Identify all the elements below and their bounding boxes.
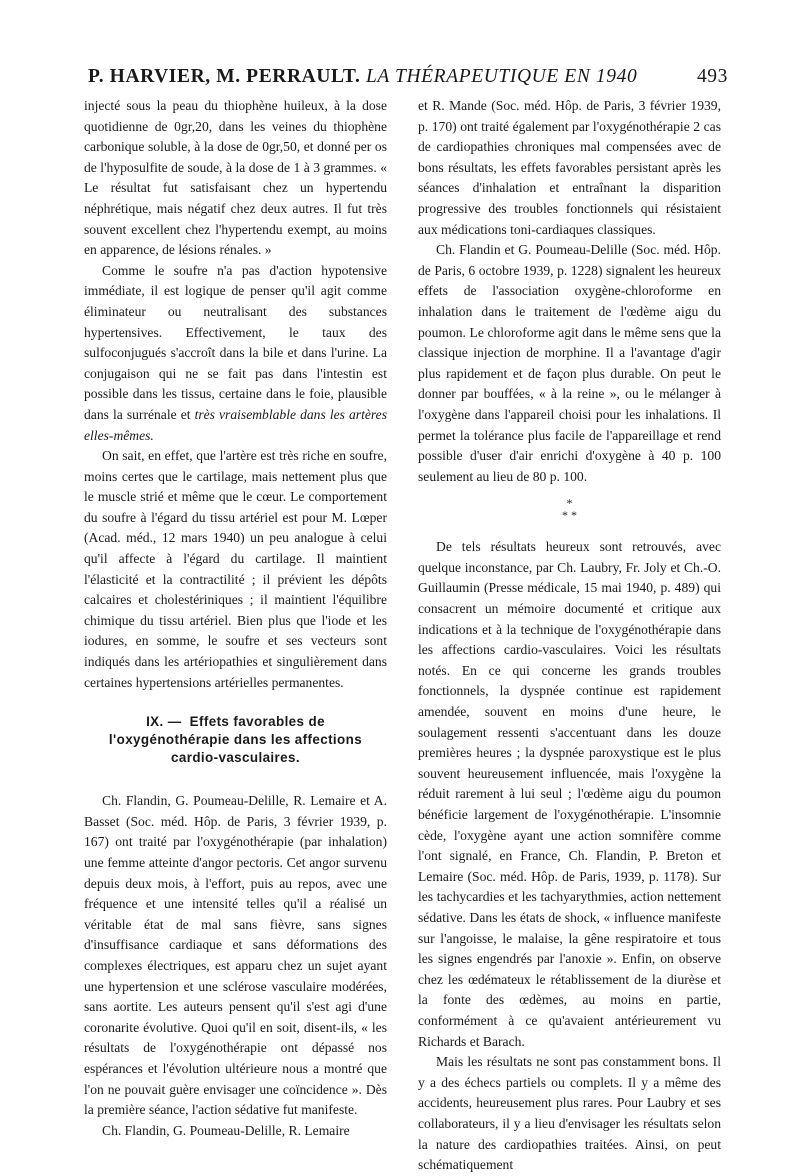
paragraph: Mais les résultats ne sont pas constamment bons. Il y a des échecs partiels ou complets. Il y a même des accidents, heureusement plus rares. Pour Laubry et ses collaborateurs, il y a lieu d'envisager les résultats selon la nature des cardiopathies traitées. Ainsi, on peut schématiquement [418, 1054, 721, 1173]
right-column [418, 96, 721, 1176]
section-number: IX. — [146, 714, 182, 730]
emphasis-text: très vraisemblable dans les artères elles-mêmes. [84, 406, 387, 443]
separator-star-top: * [566, 496, 573, 511]
separator-star-bottom: * * [562, 508, 577, 523]
section-title: Effets favorables de l'oxygénothérapie dans les affections cardio-vasculaires. [108, 714, 363, 766]
section-separator [418, 497, 721, 521]
paragraph: On sait, en effet, que l'artère est très riche en soufre, moins certes que le cartilage, mais nettement plus que le muscle strié et même que le cœur. Le comportement du soufre à l'égard du tissu artériel est pour M. Lœper (Acad. méd., 12 mars 1940) un peu analogue à celui qu'il affecte à l'égard du cartilage. Il maintient l'élasticité et la contractilité ; il prévient les dépôts calcaires et cholestériniques ; il maintient l'équilibre chimique du tissu artériel. Bien plus que l'iode et les iodures, en somme, le soufre et ses vecteurs sont indiqués dans les artériopathies et singulièrement dans certaines hypertensions artérielles permanentes. [84, 448, 387, 690]
running-header [88, 66, 728, 92]
paragraph-text: Comme le soufre n'a pas d'action hypotensive immédiate, il est logique de penser qu'il agit comme éliminateur ou neutralisant des substances hypertensives. Effectivement, le taux des sulfoconjugués s'accroît dans la bile et dans l'urine. La conjugaison qui ne se fait pas dans l'intestin est possible dans les tissus, certaine dans le foie, plausible dans la surrénale et [84, 262, 387, 422]
header-title: LA THÉRAPEUTIQUE EN 1940 [365, 66, 638, 87]
paragraph: Ch. Flandin, G. Poumeau-Delille, R. Lemaire et A. Basset (Soc. méd. Hôp. de Paris, 3 février 1939, p. 167) ont traité par l'oxygénothérapie (par inhalation) une femme atteinte d'angor pectoris. Cet angor survenu depuis deux mois, à l'effort, puis au repos, avec une fréquence et une intensité telles qu'il a réalisé un véritable état de mal sans fièvre, sans signes d'insuffisance cardiaque et sans déformations des complexes électriques, est apparu chez un sujet ayant une hypertension et une sclérose vasculaire modérées, sans aortite. Les auteurs pensent qu'il s'est agi d'une coronarite évolutive. Quoi qu'il en soit, disent-ils, « les résultats de l'oxygénothérapie ont dépassé nos espérances et l'évolution ultérieure nous a montré que l'on ne pouvait guère envisager une coïncidence ». Dès la première séance, l'action sédative fut manifeste. [84, 793, 387, 1118]
paragraph: Ch. Flandin et G. Poumeau-Delille (Soc. méd. Hôp. de Paris, 6 octobre 1939, p. 1228) signalent les heureux effets de l'association oxygène-chloroforme en inhalation dans le traitement de l'œdème aigu du poumon. Le chloroforme agit dans le même sens que la classique injection de morphine. Il a l'avantage d'agir plus rapidement et de façon plus durable. On peut le donner par bouffées, « à la reine », ou le mélanger à l'oxygène dans l'appareil choisi pour les inhalations. Il permet la tolérance plus facile de l'appareillage et rend possible d'user d'air enrichi d'oxygène à 40 p. 100 seulement au lieu de 80 p. 100. [418, 242, 721, 484]
left-column [84, 96, 387, 1141]
page-number: 493 [696, 66, 728, 87]
paragraph: Ch. Flandin, G. Poumeau-Delille, R. Lemaire [102, 1122, 350, 1138]
paragraph: et R. Mande (Soc. méd. Hôp. de Paris, 3 février 1939, p. 170) ont traité également par l'oxygénothérapie 2 cas de cardiopathies chroniques mal compensées avec de bons résultats, les effets favorables persistant après les séances d'inhalation et entraînant la disparition progressive des troubles fonctionnels qui résistaient aux médications toni-cardiaques classiques. [418, 98, 721, 237]
header-authors: P. HARVIER, M. PERRAULT. [88, 66, 361, 87]
paragraph: De tels résultats heureux sont retrouvés, avec quelque inconstance, par Ch. Laubry, Fr. Joly et Ch.-O. Guillaumin (Presse médicale, 15 mai 1940, p. 489) qui consacrent un mémoire documenté et critique aux indications et à la technique de l'oxygénothérapie dans les affections cardio-vasculaires. Voici les résultats notés. En ce qui concerne les grands troubles fonctionnels, la dyspnée continue est rapidement amendée, souvent en moins d'une heure, le soulagement ressenti s'accentuant dans les douze premières heures ; la dyspnée paroxystique est le plus souvent heureusement influencée, mais l'oxygène la réduit rarement à lui seul ; l'œdème aigu du poumon bénéficie largement de l'oxygénothérapie. L'insomnie cède, l'oxygène ayant une action somnifère comme l'ont signalé, en France, Ch. Flandin, P. Breton et Lemaire (Soc. méd. Hôp. de Paris, 1939, p. 1178). Sur les tachycardies et les tachyarythmies, action nettement sédative. Dans les états de shock, « influence manifeste sur l'angoisse, le malaise, la gêne respiratoire et tous les signes engendrés par l'anoxie ». Enfin, on observe chez les œdémateux le rétablissement de la diurèse et la fonte des œdèmes, au moins en partie, conformément à ce qu'avaient antérieurement vu Richards et Barach. [418, 539, 721, 1049]
paragraph [84, 261, 387, 446]
paragraph: injecté sous la peau du thiophène huileux, à la dose quotidienne de 0gr,20, dans les veines du thiophène carbonique soluble, à la dose de 0gr,50, et donné per os de l'hyposulfite de soude, à la dose de 1 à 3 grammes. « Le résultat fut satisfaisant chez un hypertendu néphrétique, mais négatif chez deux autres. Il fut très souvent excellent chez l'hypertendu exempt, au moins en apparence, de lésions rénales. » [84, 98, 387, 258]
section-heading [88, 713, 383, 767]
